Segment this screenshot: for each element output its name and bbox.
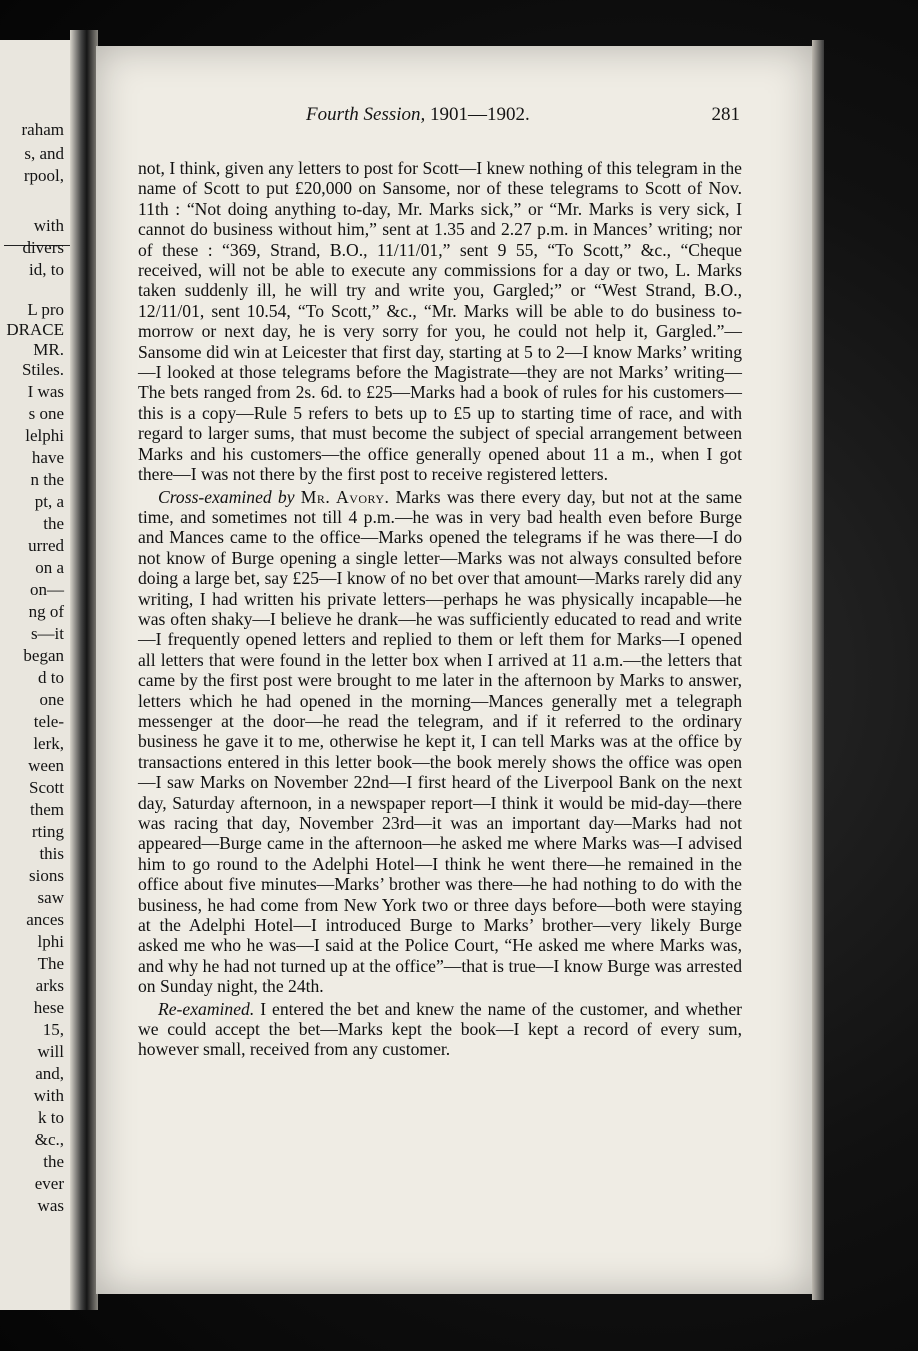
left-page-text-fragment: with [33, 1086, 64, 1105]
left-page-text-fragment: k to [38, 1108, 64, 1127]
testimony-paragraph: not, I think, given any letters to post for Scott—I knew nothing of this telegram in the name of Scott to put £20,000 on Sansome, nor of these telegrams to Scott of Nov. 11th : “Not doing anything to-day, Mr. Marks sick,” or “Mr. Marks is very sick, I cannot do business without him,” sent at 1.35 and 2.27 p.m. in Mances’ writing; nor of these : “369, Strand, B.O., 11/11/01,” sent 9 55, “To Scott,” &c., “Cheque received, will not be able to execute any commissions for a day or two, L. Marks taken suddenly ill, he will try and write you, Gargled;” or “West Strand, B.O., 12/11/01, sent 10.54, “To Scott,” &c., “Mr. Marks will be able to do business to-morrow or next day, he is very sorry for you, he could not help it, Gargled.”—Sansome did win at Leicester that first day, starting at 5 to 2—I know Marks’ writing—I looked at those telegrams before the Magistrate—they are not Marks’ writing—The bets ranged from 2s. 6d. to £25—Marks had a book of rules for his customers—this is a copy—Rule 5 refers to bets up to £5 up to starting time of race, and with regard to larger sums, that must become the subject of special arrangement between Marks and his customers—the office generally opened about 11 a m., when I got there—I was not there by the first post to receive registered letters. [138, 158, 742, 485]
left-page-text-fragment: have [31, 448, 64, 467]
left-page-text-fragment: ances [26, 910, 64, 929]
left-page-text-fragment: tele- [33, 712, 64, 731]
left-page-text-fragment: saw [37, 888, 64, 907]
left-page-text-fragment: lphi [37, 932, 64, 951]
counsel-name: Mr. Avory. [300, 486, 390, 507]
left-page-text-fragment: began [23, 646, 64, 665]
left-page-text-fragment: Scott [29, 778, 64, 797]
left-page-text-fragment: will [37, 1042, 64, 1061]
re-examination-text: I entered the bet and knew the name of the customer, and whether we could accept the bet—Marks kept the book—I kept a record of every sum, however small, received from any customer. [138, 998, 742, 1060]
left-page-text-fragment: was [37, 1196, 64, 1215]
left-page-text-fragment: ng of [28, 602, 64, 621]
cross-examination-text: Marks was there every day, but not at the same time, and sometimes not till 4 p.m.—he was in very bad health even before Burge and Mances came to the office—Marks opened the telegrams if he was there—I do not know of Burge opening a single letter—Marks was not always consulted before doing a large bet, say £25—I know of no bet over that amount—Marks rarely did any writing, I had written his private letters—perhaps he was physically incapable—he was often shaky—I believe he drank—he was sufficiently educated to read and write—I frequently opened letters and replied to them or left them for Marks—I opened all letters that were found in the letter box when I arrived at 11 a.m.—the letters that came by the first post were brought to me later in the afternoon by Marks to answer, letters which he had opened in the morning—Mances generally met a telegraph messenger at the door—he read the telegram, and if it referred to the ordinary business he gave it to me, otherwise he kept it, I can tell Marks was at the office by transactions entered in this letter book—the book merely shows the office was open—I saw Marks on November 22nd—I first heard of the Liverpool Bank on the next day, Saturday afternoon, in a newspaper report—I think it would be mid-day—there was racing that day, November 23rd—it was an important day—Marks had not appeared—Burge came in the afternoon—he asked me where Marks was—I advised him to go round to the Adelphi Hotel—I think he went there—he remained in the office about five minutes—Marks’ brother was there—he had nothing to do with the business, he had come from New York two or three days before—both were staying at the Adelphi Hotel—I introduced Burge to Marks’ brother—very likely Burge asked me who he was—I said at the Police Court, “He asked me where Marks was, and why he had not turned up at the office”—that is true—I know Burge was arrested on Sunday night, the 24th. [138, 486, 743, 997]
left-page-text-fragment: MR. [33, 340, 64, 359]
left-page-text-fragment: on a [35, 558, 64, 577]
left-page-text-fragment: s—it [30, 624, 64, 643]
left-page-text-fragment: d to [38, 668, 64, 687]
cross-examination-paragraph [138, 487, 742, 997]
left-page-text-fragment: ween [28, 756, 64, 775]
left-page-text-fragment: &c., [34, 1130, 64, 1149]
page-edge-shadow [812, 40, 824, 1300]
left-page-text-fragment: s, and [24, 144, 64, 163]
left-page-text-fragment: n the [30, 470, 64, 489]
left-page-text-fragment: L pro [27, 300, 64, 319]
left-page-text-fragment: raham [21, 120, 64, 139]
left-page-text-fragment: divers [22, 238, 64, 257]
left-page-text-fragment: hese [33, 998, 64, 1017]
running-header [136, 104, 740, 130]
left-page-text-fragment: lerk, [33, 734, 64, 753]
left-page-text-fragment: and, [35, 1064, 64, 1083]
left-page-text-fragment: rpool, [23, 166, 64, 185]
session-title: Fourth Session, 1901—1902. [306, 104, 530, 125]
left-page-text-fragment: the [43, 514, 64, 533]
left-page-text-fragment: 15, [42, 1020, 64, 1039]
left-page-text-fragment: rting [31, 822, 64, 841]
left-page-text-fragment: one [39, 690, 64, 709]
page-281 [96, 46, 812, 1294]
left-page-text-fragment: I was [27, 382, 64, 401]
left-page-text-fragment: DRACE [6, 320, 64, 339]
left-page-text-fragment: urred [28, 536, 64, 555]
left-facing-page [0, 40, 70, 1310]
left-page-text-fragment: lelphi [25, 426, 64, 445]
left-page-text-fragment: on— [30, 580, 64, 599]
left-page-text-fragment: Stiles. [21, 360, 64, 379]
left-page-text-fragment: them [30, 800, 64, 819]
left-page-text-fragment: ever [34, 1174, 64, 1193]
book-gutter [70, 30, 98, 1310]
left-page-text-fragment: s one [28, 404, 64, 423]
left-page-text-fragment: The [37, 954, 64, 973]
page-number: 281 [711, 104, 740, 125]
re-examined-heading: Re-examined. [158, 998, 255, 1019]
cross-examined-heading: Cross-examined by [158, 486, 295, 507]
left-page-text-fragment: id, to [29, 260, 64, 279]
re-examination-paragraph [138, 999, 742, 1060]
left-page-text-fragment: the [43, 1152, 64, 1171]
left-page-text-fragment: pt, a [34, 492, 64, 511]
left-page-text-fragment: this [39, 844, 64, 863]
page-body [138, 158, 742, 1060]
left-page-text-fragment: arks [35, 976, 64, 995]
left-page-text-fragment: with [33, 216, 64, 235]
left-page-text-fragment: sions [29, 866, 64, 885]
